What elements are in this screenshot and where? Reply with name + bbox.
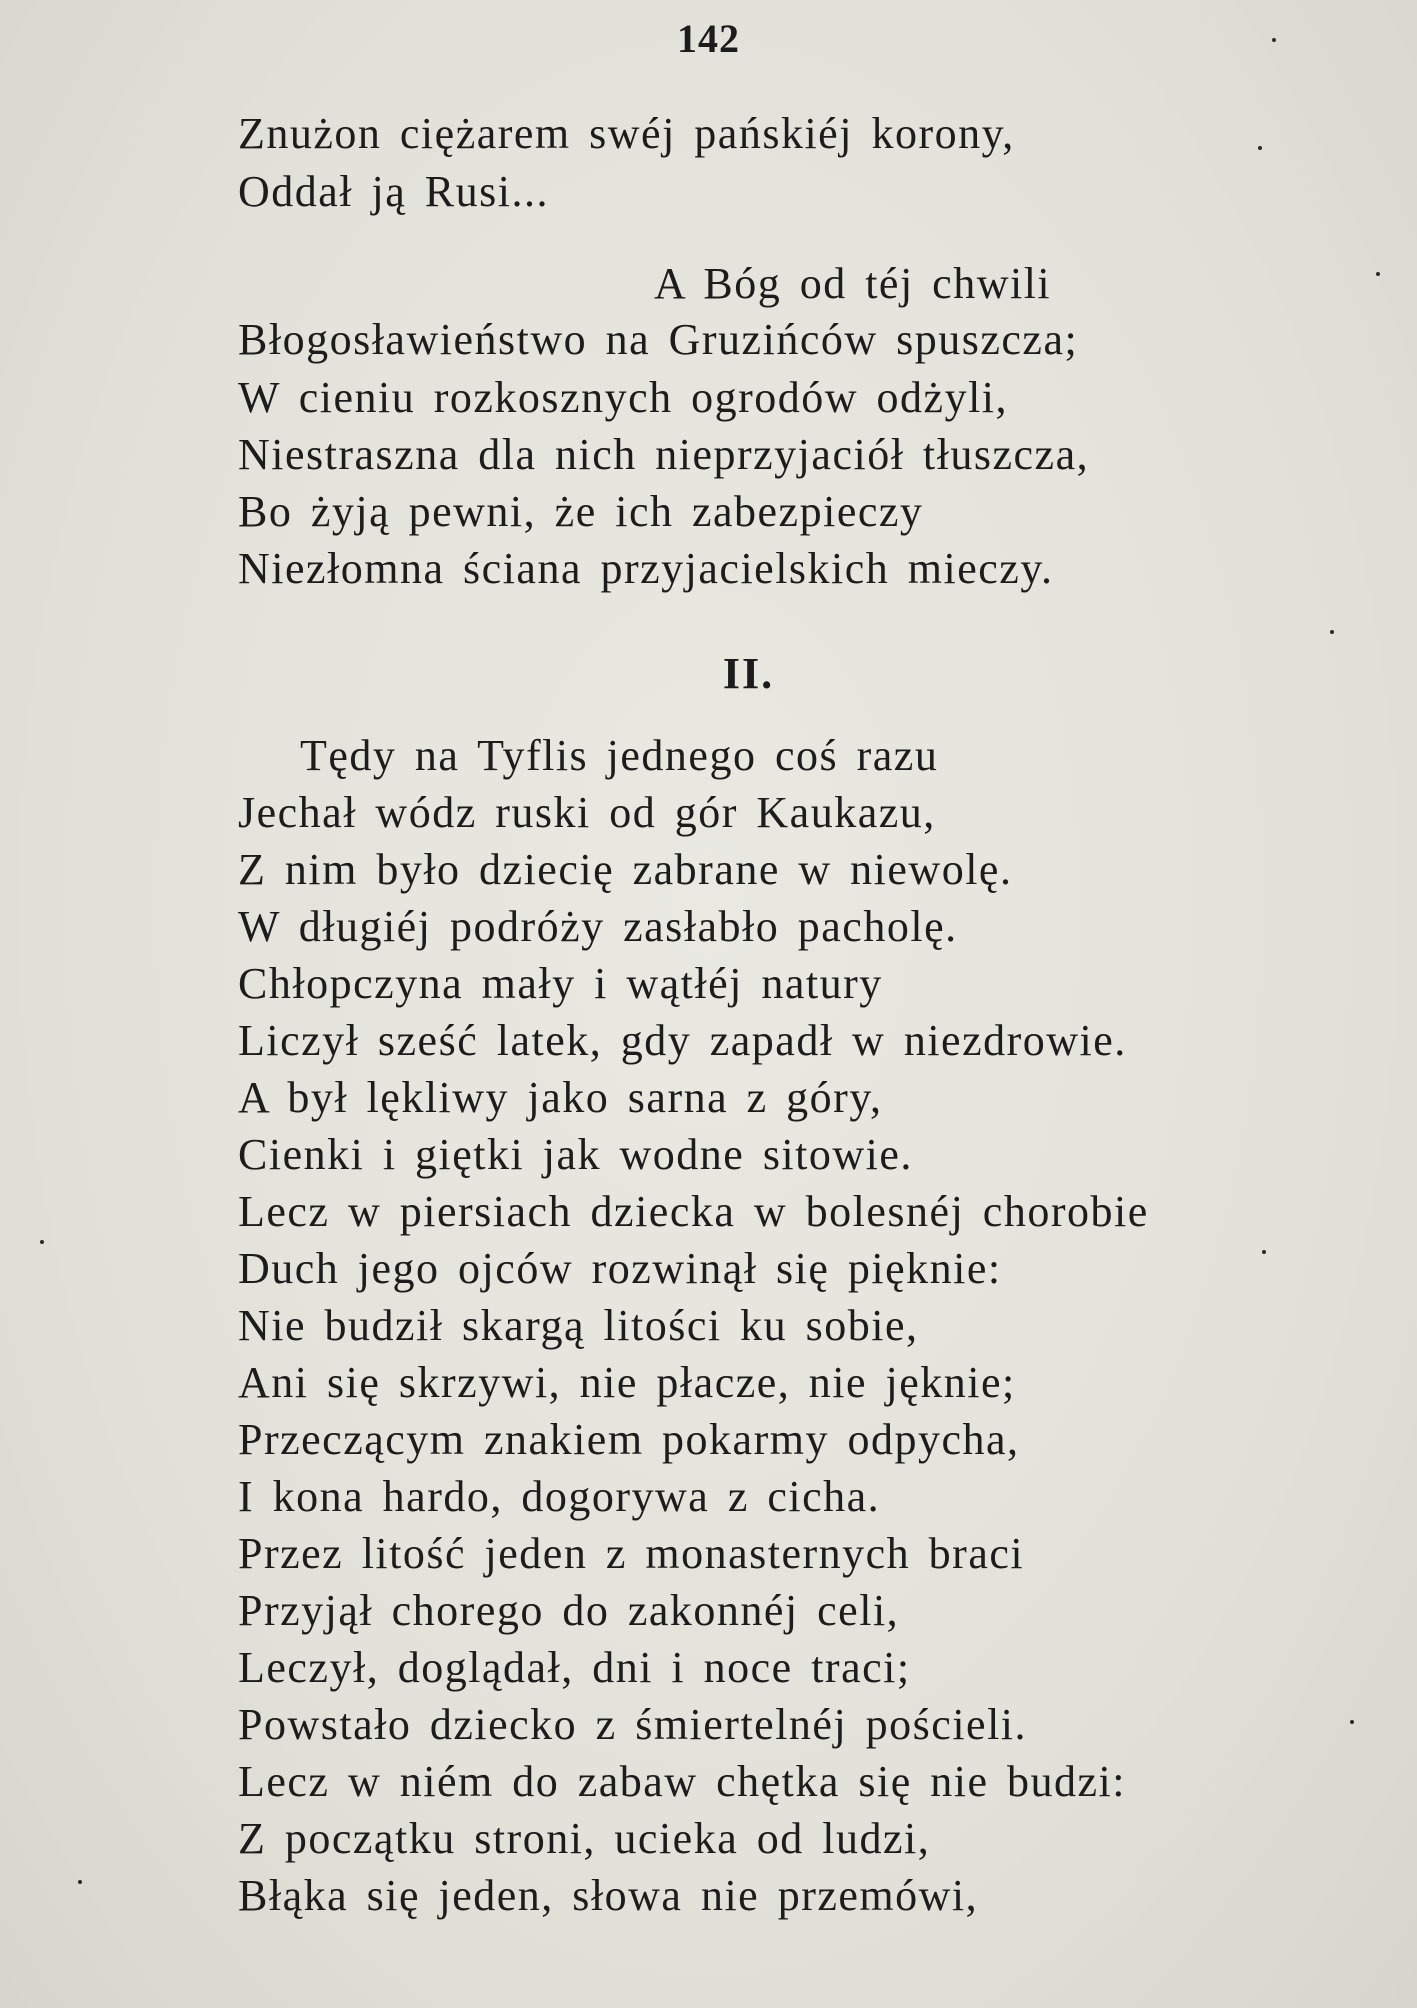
paper-speck xyxy=(1330,630,1334,634)
paper-speck xyxy=(40,1240,44,1244)
verse-line: Znużon ciężarem swéj pańskiéj korony, xyxy=(238,109,1015,158)
verse-line: Niestraszna dla nich nieprzyjaciół tłuszcza, xyxy=(238,430,1090,479)
verse-line: Z nim było dziecię zabrane w niewolę. xyxy=(238,845,1013,894)
verse-line: Chłopczyna mały i wątłéj natury xyxy=(238,959,883,1008)
verse-line: Leczył, doglądał, dni i noce traci; xyxy=(238,1643,911,1692)
paper-speck xyxy=(1272,38,1276,42)
paper-speck xyxy=(1376,272,1380,276)
verse-line: Lecz w piersiach dziecka w bolesnéj chorobie xyxy=(238,1187,1149,1236)
verse-line: Niezłomna ściana przyjacielskich mieczy. xyxy=(238,544,1054,593)
verse-line: Z początku stroni, ucieka od ludzi, xyxy=(238,1814,931,1863)
verse-line: A był lękliwy jako sarna z góry, xyxy=(238,1073,883,1122)
verse-line: Powstało dziecko z śmiertelnéj pościeli. xyxy=(238,1700,1028,1749)
verse-line: Lecz w niém do zabaw chętka się nie budzi: xyxy=(238,1757,1127,1806)
verse-line: Duch jego ojców rozwinął się pięknie: xyxy=(238,1244,1002,1293)
verse-line: W cieniu rozkosznych ogrodów odżyli, xyxy=(238,373,1009,422)
verse-line: W długiéj podróży zasłabło pacholę. xyxy=(238,902,958,951)
verse-line: Liczył sześć latek, gdy zapadł w niezdrowie. xyxy=(238,1016,1127,1065)
page-number: 142 xyxy=(677,16,740,61)
verse-line: A Bóg od téj chwili xyxy=(654,259,1052,308)
verse-line: Nie budził skargą litości ku sobie, xyxy=(238,1301,919,1350)
verse-line: Oddał ją Rusi... xyxy=(238,167,549,216)
verse-line: I kona hardo, dogorywa z cicha. xyxy=(238,1472,881,1521)
verse-line: Błąka się jeden, słowa nie przemówi, xyxy=(238,1871,979,1920)
verse-line: Jechał wódz ruski od gór Kaukazu, xyxy=(238,788,936,837)
verse-line: Ani się skrzywi, nie płacze, nie jęknie; xyxy=(238,1358,1016,1407)
paper-speck xyxy=(78,1880,82,1884)
paper-speck xyxy=(1262,1250,1266,1254)
verse-line: Błogosławieństwo na Gruzińców spuszcza; xyxy=(238,315,1079,364)
verse-line: Cienki i giętki jak wodne sitowie. xyxy=(238,1130,913,1179)
verse-line: Tędy na Tyflis jednego coś razu xyxy=(300,731,939,780)
verse-line: Bo żyją pewni, że ich zabezpieczy xyxy=(238,487,924,536)
paper-speck xyxy=(1350,1720,1354,1724)
verse-line: Przez litość jeden z monasternych braci xyxy=(238,1529,1025,1578)
verse-line: Przyjął chorego do zakonnéj celi, xyxy=(238,1586,900,1635)
paper-speck xyxy=(1258,146,1262,150)
verse-line: Przeczącym znakiem pokarmy odpycha, xyxy=(238,1415,1020,1464)
section-heading: II. xyxy=(722,649,775,698)
